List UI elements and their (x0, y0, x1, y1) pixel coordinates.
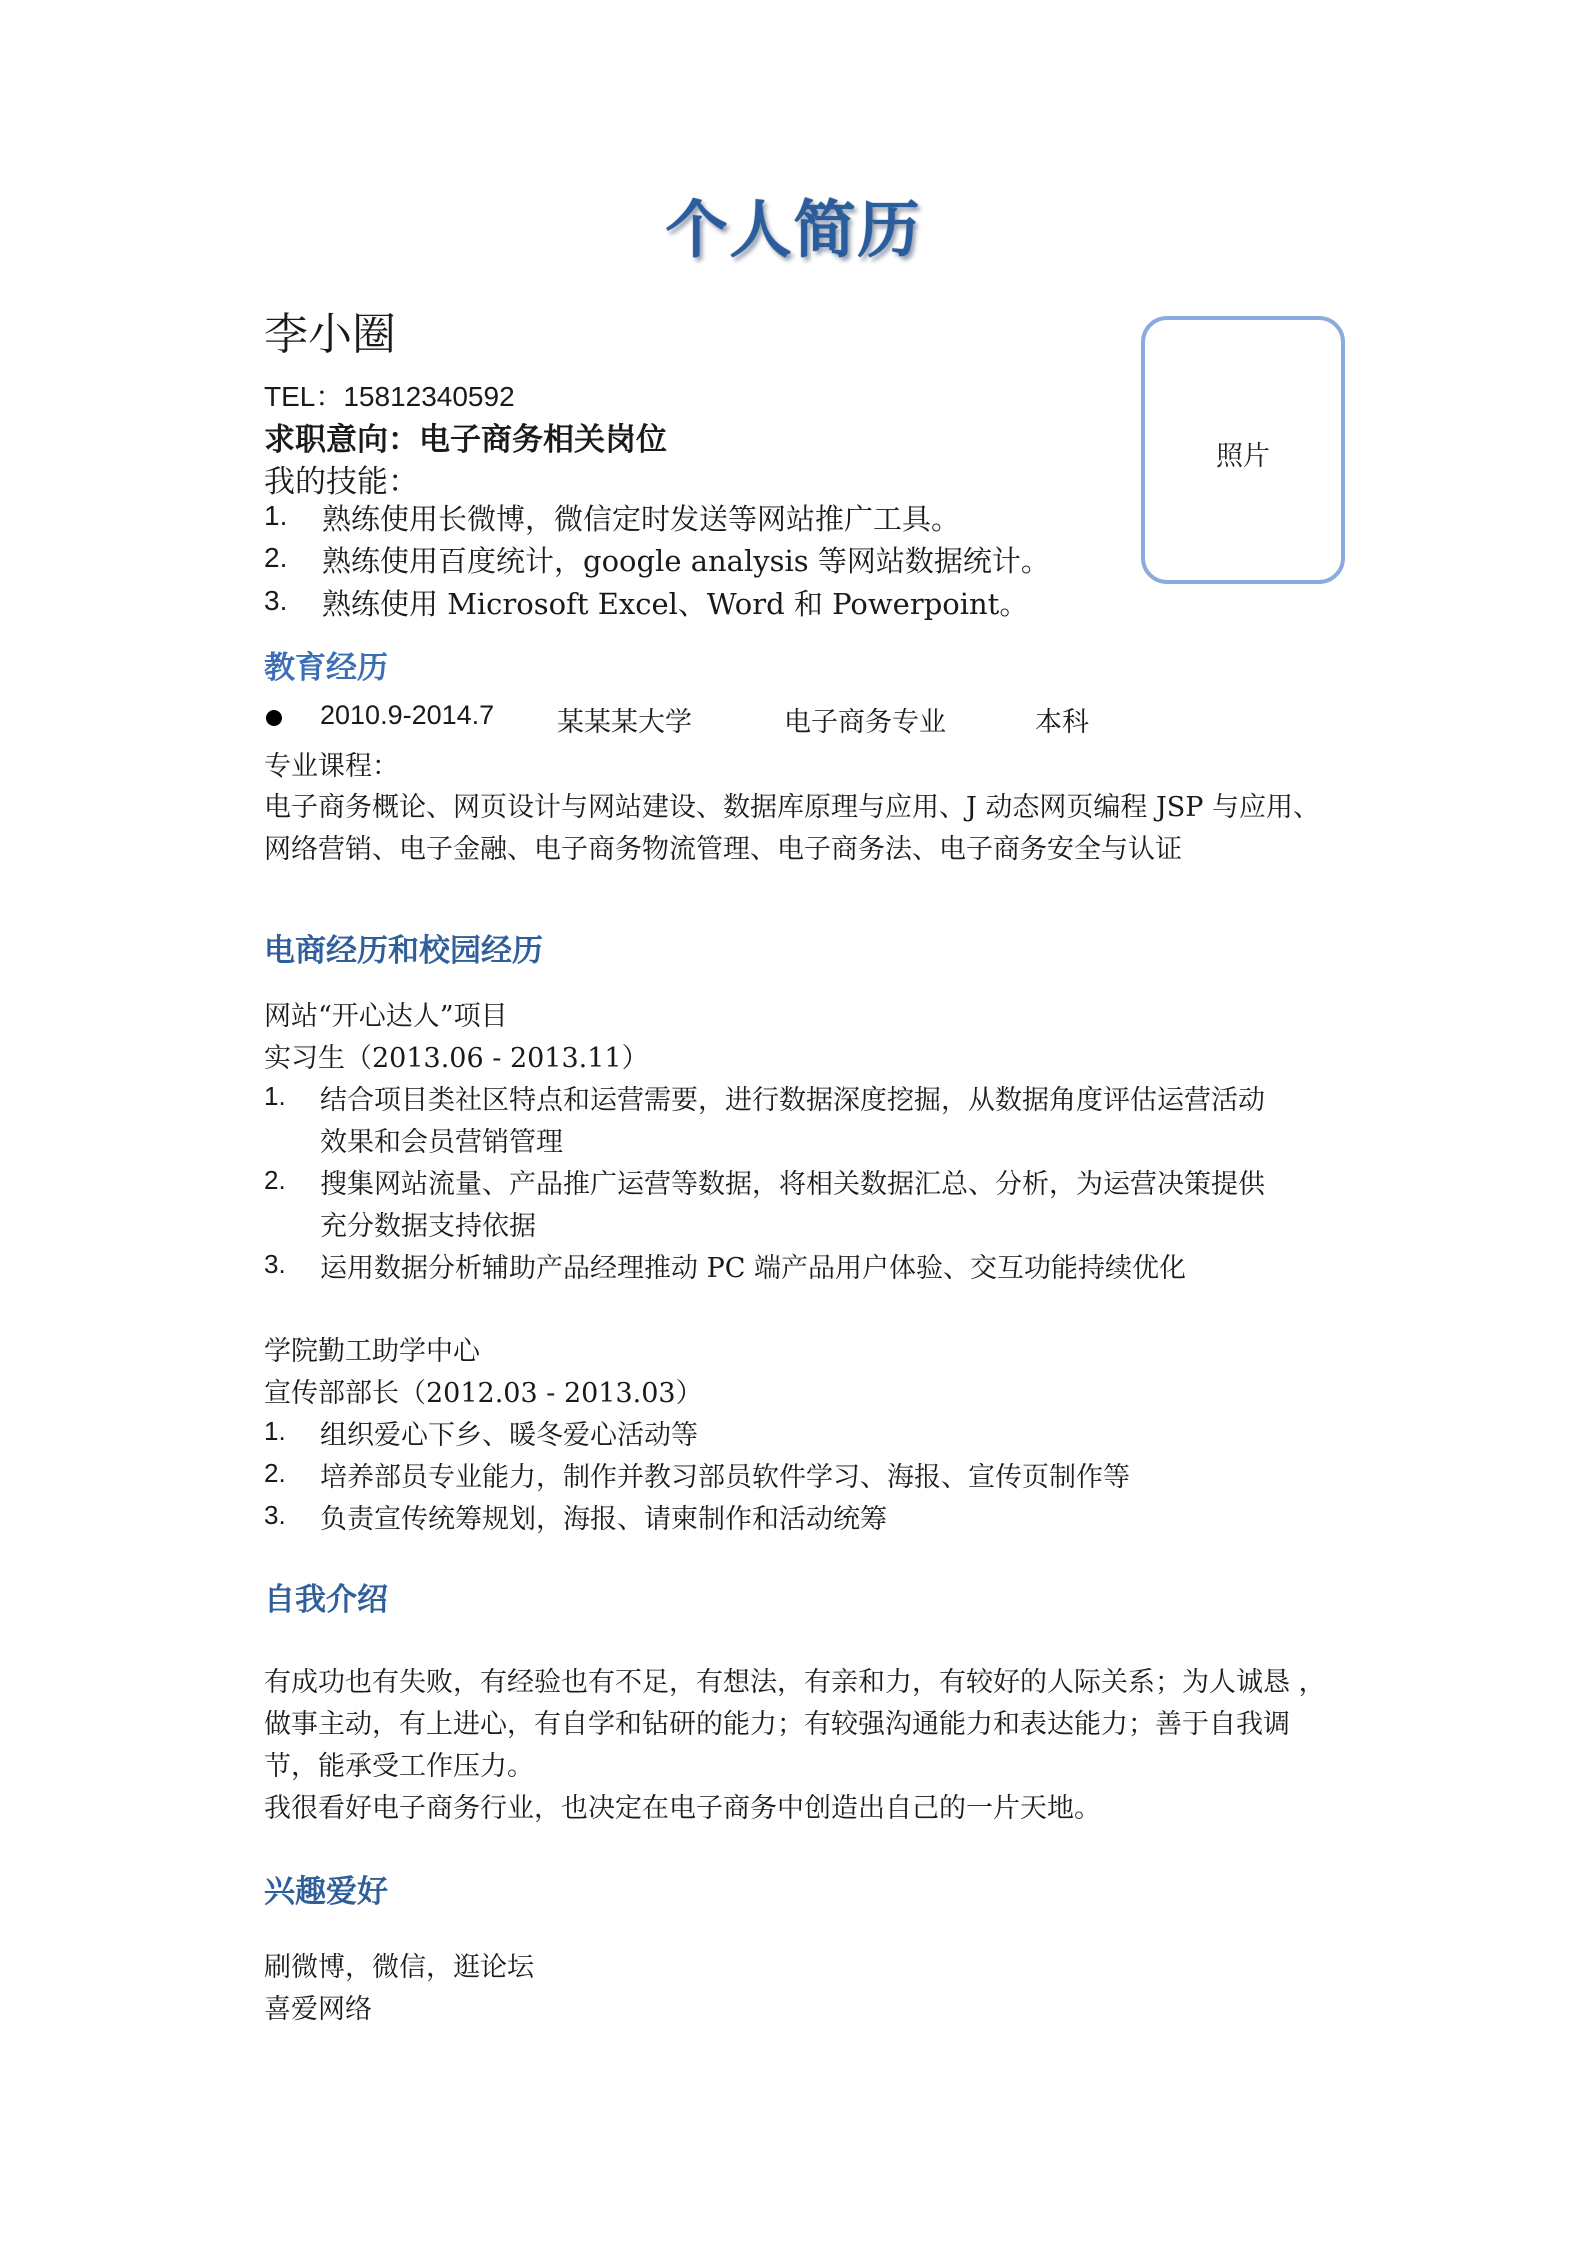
list-item-text: 培养部员专业能力，制作并教习部员软件学习、海报、宣传页制作等 (320, 1462, 1130, 1493)
intro-line: 有成功也有失败，有经验也有不足，有想法，有亲和力，有较好的人际关系；为人诚恳 ， (264, 1667, 1326, 1698)
skills-label: 我的技能： (264, 464, 419, 500)
education-school: 某某某大学 (557, 707, 692, 738)
skill-number: 3. (264, 585, 288, 616)
section-heading-experience: 电商经历和校园经历 (264, 933, 543, 969)
list-item-text: 效果和会员营销管理 (320, 1127, 563, 1158)
list-number: 3. (264, 1500, 286, 1530)
job-objective: 求职意向：电子商务相关岗位 (264, 422, 667, 458)
document-title: 个人简历 (665, 193, 922, 266)
project-role: 宣传部部长（2012.03 - 2013.03） (264, 1378, 703, 1409)
education-major: 电子商务专业 (784, 707, 946, 738)
photo-placeholder (1141, 316, 1345, 584)
list-number: 1. (264, 1081, 286, 1111)
section-heading-education: 教育经历 (264, 650, 388, 686)
project-name: 网站“开心达人”项目 (264, 1001, 508, 1032)
list-item-text: 充分数据支持依据 (320, 1211, 536, 1242)
intro-line: 做事主动，有上进心，有自学和钻研的能力；有较强沟通能力和表达能力；善于自我调 (264, 1709, 1290, 1740)
list-number: 1. (264, 1416, 286, 1446)
list-item-text: 组织爱心下乡、暖冬爱心活动等 (320, 1420, 698, 1451)
courses-line: 网络营销、电子金融、电子商务物流管理、电子商务法、电子商务安全与认证 (264, 834, 1182, 865)
telephone: TEL：15812340592 (264, 381, 515, 412)
education-period: 2010.9-2014.7 (320, 700, 495, 730)
hobby-line: 喜爱网络 (264, 1994, 372, 2025)
photo-label: 照片 (1216, 441, 1270, 472)
intro-line: 我很看好电子商务行业，也决定在电子商务中创造出自己的一片天地。 (264, 1793, 1101, 1824)
education-degree: 本科 (1035, 707, 1089, 738)
applicant-name: 李小圈 (264, 309, 396, 360)
list-number: 2. (264, 1458, 286, 1488)
list-number: 3. (264, 1249, 286, 1279)
list-item-text: 搜集网站流量、产品推广运营等数据，将相关数据汇总、分析，为运营决策提供 (320, 1169, 1265, 1200)
list-number: 2. (264, 1165, 286, 1195)
section-heading-hobbies: 兴趣爱好 (264, 1874, 388, 1910)
courses-line: 电子商务概论、网页设计与网站建设、数据库原理与应用、J 动态网页编程 JSP 与应用、 (264, 792, 1321, 823)
skill-text: 熟练使用长微博，微信定时发送等网站推广工具。 (322, 502, 961, 536)
list-item-text: 负责宣传统筹规划，海报、请柬制作和活动统筹 (320, 1504, 887, 1535)
list-item-text: 运用数据分析辅助产品经理推动 PC 端产品用户体验、交互功能持续优化 (320, 1253, 1186, 1284)
project-name: 学院勤工助学中心 (264, 1336, 480, 1367)
skill-text: 熟练使用百度统计，google analysis 等网站数据统计。 (322, 544, 1050, 578)
bullet-icon (266, 710, 282, 726)
skill-number: 2. (264, 542, 288, 573)
section-heading-intro: 自我介绍 (264, 1582, 388, 1618)
courses-label: 专业课程： (264, 751, 399, 782)
skill-number: 1. (264, 500, 288, 531)
intro-line: 节，能承受工作压力。 (264, 1751, 534, 1782)
project-role: 实习生（2013.06 - 2013.11） (264, 1043, 649, 1074)
skill-text: 熟练使用 Microsoft Excel、Word 和 Powerpoint。 (322, 587, 1029, 621)
hobby-line: 刷微博，微信，逛论坛 (264, 1952, 534, 1983)
list-item-text: 结合项目类社区特点和运营需要，进行数据深度挖掘，从数据角度评估运营活动 (320, 1085, 1265, 1116)
